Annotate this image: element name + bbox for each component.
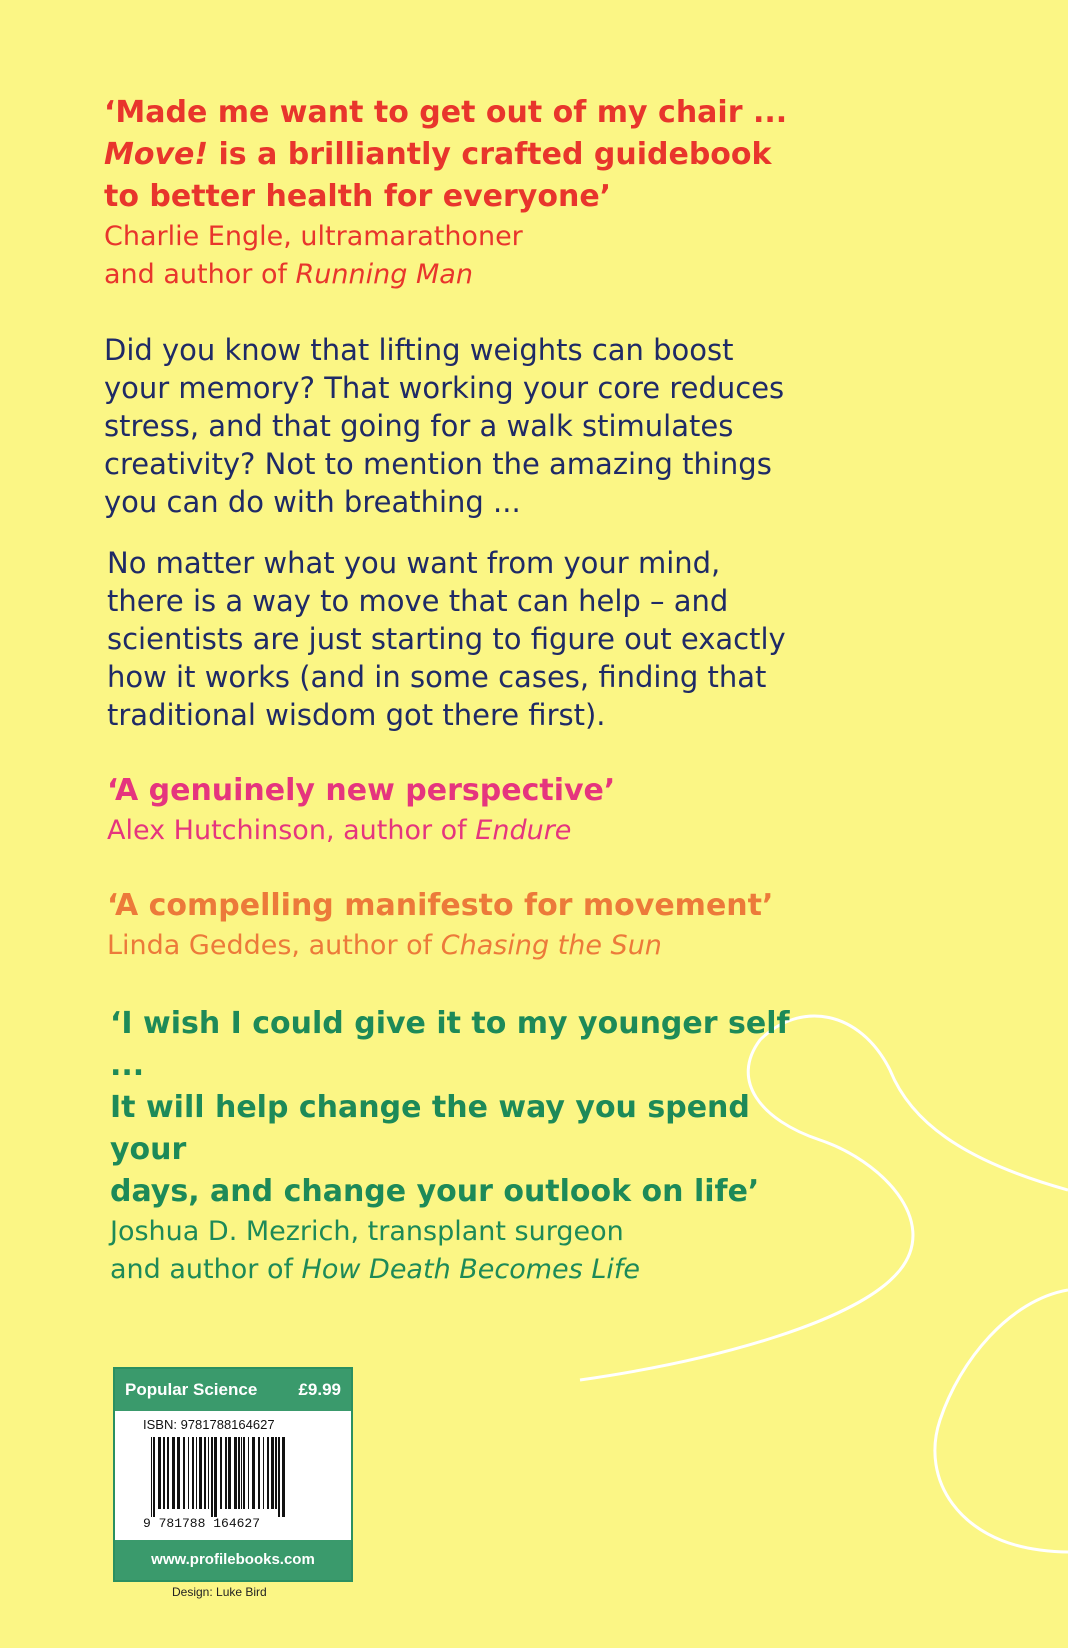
barcode-bar	[220, 1437, 222, 1509]
barcode-bar	[204, 1437, 206, 1509]
quote-text: ‘I wish I could give it to my younger self ... It will help change the way you spend your days, and change your outlook on life’	[110, 1006, 790, 1209]
barcode-panel	[113, 1367, 353, 1582]
barcode-bar	[267, 1437, 269, 1509]
barcode-bar	[167, 1437, 169, 1509]
quote-alex-hutchinson: ‘A genuinely new perspective’ Alex Hutchinson, author of Endure	[107, 773, 616, 846]
barcode-bar	[153, 1437, 155, 1517]
barcode-bar	[151, 1437, 152, 1517]
book-title-move: Move!	[104, 137, 209, 172]
barcode-bar	[225, 1437, 227, 1509]
isbn-label: ISBN: 9781788164627	[143, 1417, 275, 1432]
barcode-bar	[271, 1437, 274, 1509]
barcode-bar	[258, 1437, 260, 1509]
category-label: Popular Science	[125, 1380, 258, 1399]
barcode-bar	[183, 1437, 185, 1509]
barcode-bar	[282, 1437, 285, 1517]
barcode-image	[143, 1437, 323, 1529]
quote-linda-geddes: ‘A compelling manifesto for movement’ Linda Geddes, author of Chasing the Sun	[107, 888, 774, 961]
barcode-bar	[177, 1437, 180, 1509]
quote-attribution: Charlie Engle, ultramarathoner and author of Running Man	[104, 221, 523, 290]
design-credit: Design: Luke Bird	[172, 1585, 267, 1599]
quote-joshua-mezrich	[110, 1003, 830, 1289]
barcode-bar	[228, 1437, 231, 1509]
barcode-bar	[188, 1437, 189, 1509]
barcode-bar	[158, 1437, 161, 1509]
barcode-bar	[252, 1437, 255, 1509]
barcode-bar	[275, 1437, 277, 1509]
barcode-bar	[211, 1437, 213, 1517]
barcode-bar	[214, 1437, 217, 1517]
quote-charlie-engle	[104, 92, 824, 294]
barcode-bar	[263, 1437, 264, 1509]
barcode-bar	[172, 1437, 175, 1509]
barcode-bar	[241, 1437, 242, 1509]
barcode-bar	[192, 1437, 194, 1509]
barcode-bar	[163, 1437, 165, 1509]
category-price-bar	[115, 1369, 351, 1411]
blurb-paragraph-1: Did you know that lifting weights can boost your memory? That working your core reduces stress, and that going for a walk stimulates creativity? Not to mention the amazing things you can do with breathing ...	[104, 333, 785, 519]
barcode-bar	[234, 1437, 237, 1509]
barcode-digits: 9 781788 164627	[143, 1516, 261, 1529]
website-link: www.profilebooks.com	[115, 1540, 351, 1580]
quote-attribution: Joshua D. Mezrich, transplant surgeon and author of How Death Becomes Life	[110, 1216, 640, 1285]
price-label: £9.99	[298, 1380, 341, 1399]
barcode-bar	[238, 1437, 240, 1509]
barcode-bar	[243, 1437, 245, 1509]
barcode-bar	[196, 1437, 197, 1509]
barcode-bar	[248, 1437, 249, 1509]
barcode-bar	[208, 1437, 209, 1509]
blurb-paragraph-2: No matter what you want from your mind, there is a way to move that can help – and scientists are just starting to figure out exactly how it works (and in some cases, finding that traditional wisdom got there first).	[107, 546, 786, 732]
barcode-bar	[278, 1437, 280, 1517]
quote-text: ‘Made me want to get out of my chair ... Move! is a brilliantly crafted guidebook to better health for everyone’	[104, 95, 788, 214]
barcode-bar	[199, 1437, 202, 1509]
